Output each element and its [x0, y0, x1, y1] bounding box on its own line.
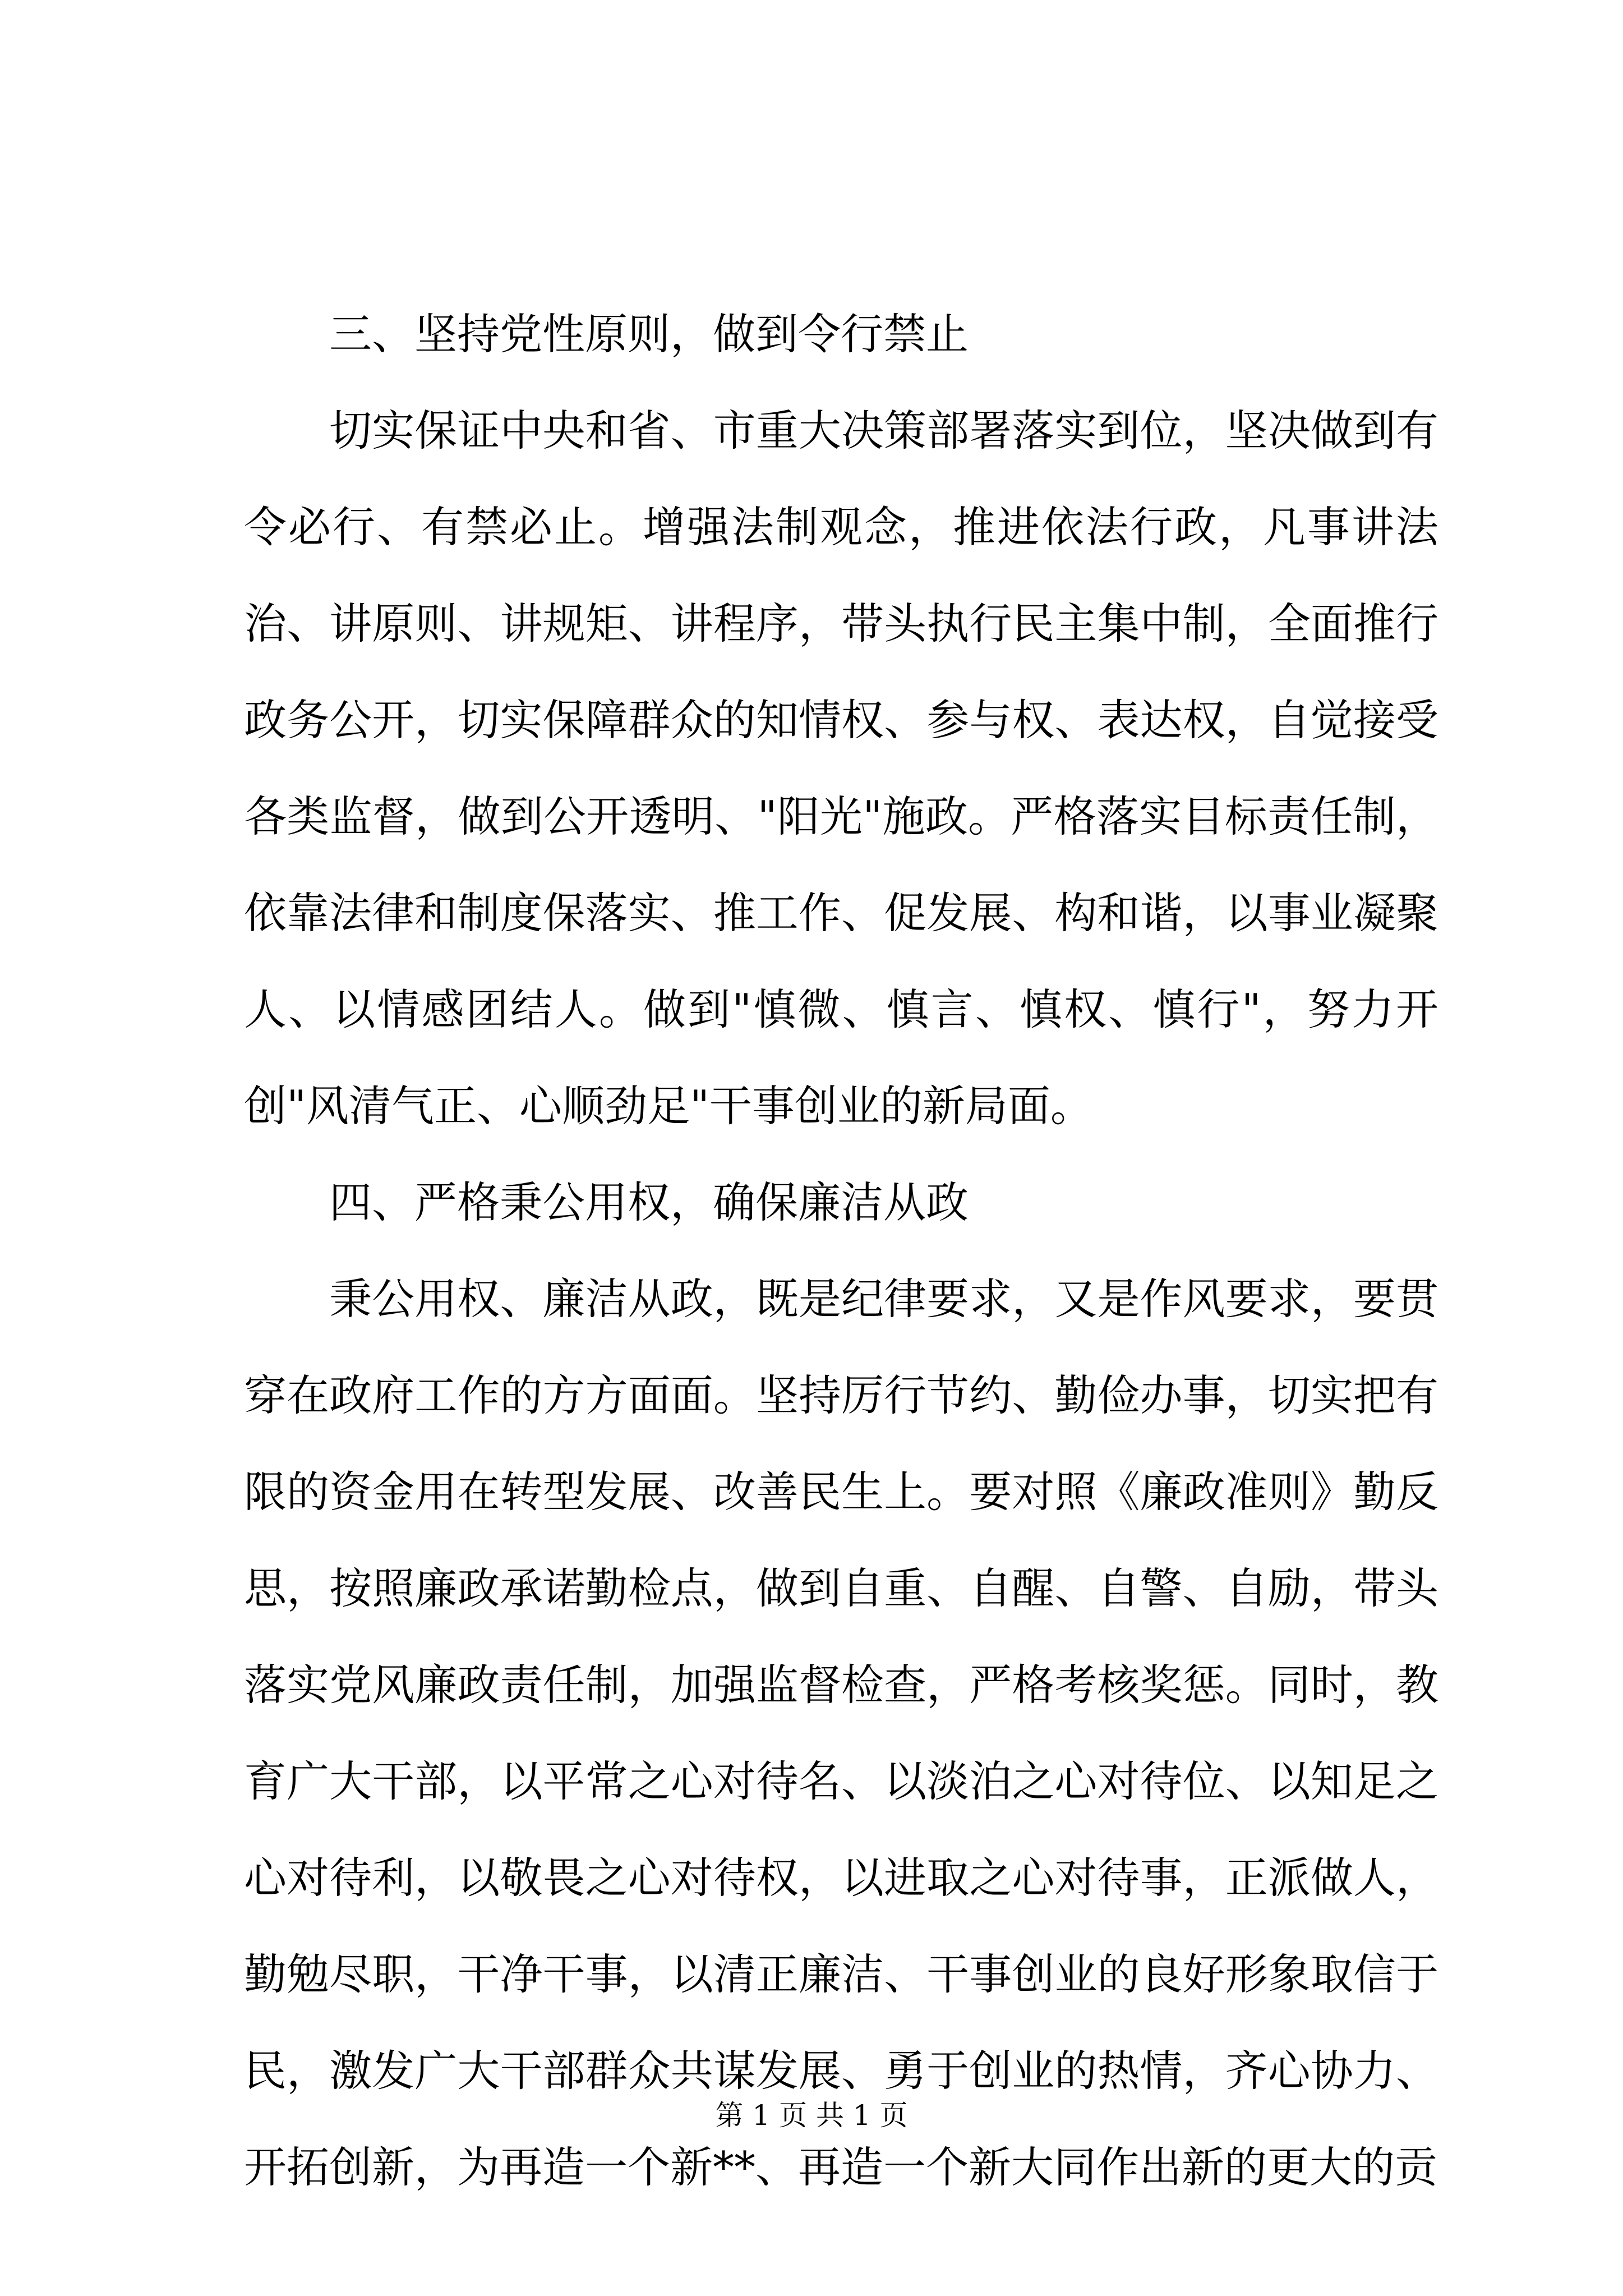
document-body: [244, 286, 1438, 2216]
body-paragraph-3: 切实保证中央和省、市重大决策部署落实到位，坚决做到有令必行、有禁必止。增强法制观念，推进依法行政，凡事讲法治、讲原则、讲规矩、讲程序，带头执行民主集中制，全面推行政务公开，切实保障群众的知情权、参与权、表达权，自觉接受各类监督，做到公开透明、"阳光"施政。严格落实目标责任制，依靠法律和制度保落实、推工作、促发展、构和谐，以事业凝聚人、以情感团结人。做到"慎微、慎言、慎权、慎行"，努力开创"风清气正、心顺劲足"干事创业的新局面。: [244, 406, 1438, 1131]
body-paragraph-4: 秉公用权、廉洁从政，既是纪律要求，又是作风要求，要贯穿在政府工作的方方面面。坚持厉行节约、勤俭办事，切实把有限的资金用在转型发展、改善民生上。要对照《廉政准则》勤反思，按照廉政承诺勤检点，做到自重、自醒、自警、自励，带头落实党风廉政责任制，加强监督检查，严格考核奖惩。同时，教育广大干部，以平常之心对待名、以淡泊之心对待位、以知足之心对待利，以敬畏之心对待权，以进取之心对待事，正派做人，勤勉尽职，干净干事，以清正廉洁、干事创业的良好形象取信于民，激发广大干部群众共谋发展、勇于创业的热情，齐心协力、开拓创新，为再造一个新**、再造一个新大同作出新的更大的贡: [244, 1274, 1438, 2192]
page-footer: 第 1 页 共 1 页: [715, 2099, 908, 2132]
section-heading-4: 四、严格秉公用权，确保廉洁从政: [329, 1177, 969, 1227]
section-heading-3: 三、坚持党性原则，做到令行禁止: [329, 309, 969, 359]
